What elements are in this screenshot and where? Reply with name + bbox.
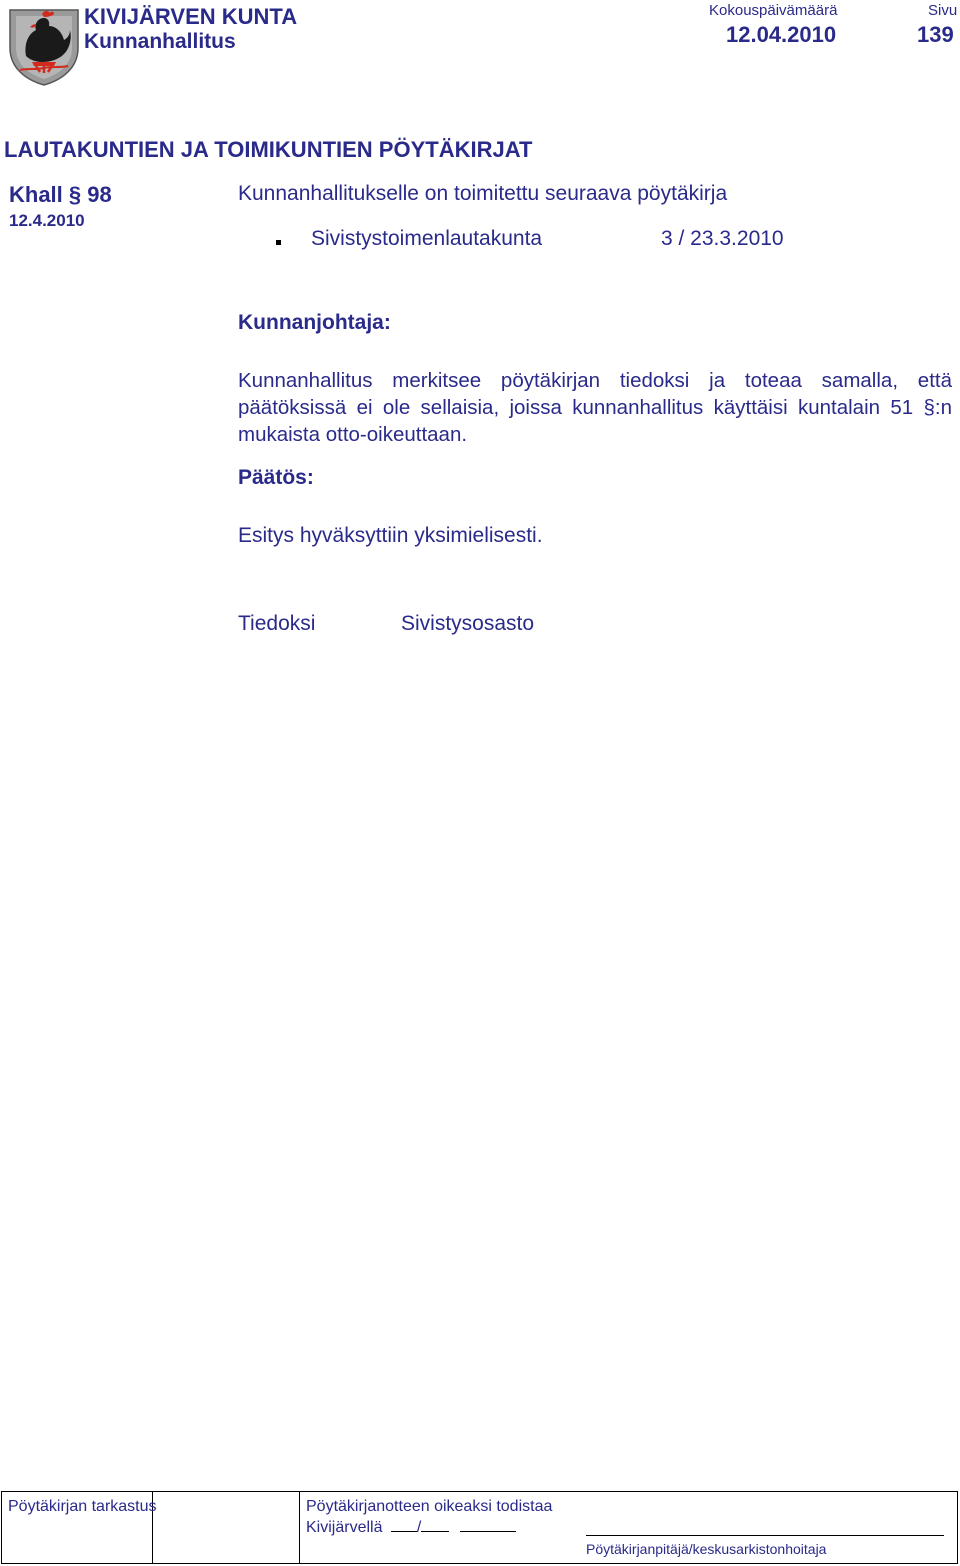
page-number: 139: [917, 22, 954, 47]
info-label: Tiedoksi: [238, 612, 316, 635]
section-title: LAUTAKUNTIEN JA TOIMIKUNTIEN PÖYTÄKIRJAT: [4, 137, 533, 162]
footer-month-line: [421, 1519, 449, 1532]
decision-heading: Päätös:: [238, 466, 314, 489]
footer-place: [306, 1519, 516, 1537]
page-label: Sivu: [928, 2, 958, 19]
meeting-date-value: 12.04.2010: [726, 22, 837, 47]
municipal-crest-logo: [6, 4, 82, 86]
proposal-text: Kunnanhallitus merkitsee pöytäkirjan tiedoksi ja toteaa samalla, että päätöksissä ei ole sellaisia, joissa kunnanhallitus käyttäisi kuntalain 51 §:n mukaista otto-oikeuttaan.: [238, 369, 952, 446]
footer-place-name: Kivijärvellä: [306, 1519, 383, 1536]
footer-certify-label: Pöytäkirjanotteen oikeaksi todistaa: [306, 1498, 553, 1515]
footer-year-line: [460, 1519, 516, 1532]
organization-body: Kunnanhallitus: [84, 30, 236, 53]
section-reference-date: 12.4.2010: [9, 211, 85, 230]
footer-date-separator: /: [416, 1519, 422, 1536]
footer-signature-line: [586, 1535, 944, 1536]
bullet-icon: [276, 240, 281, 245]
footer-signer-title: Pöytäkirjanpitäjä/keskusarkistonhoitaja: [586, 1541, 827, 1557]
list-item-name: Sivistystoimenlautakunta: [311, 227, 543, 250]
section-reference: Khall § 98: [9, 182, 112, 207]
proposal-heading: Kunnanjohtaja:: [238, 311, 391, 334]
list-item-number: 3 / 23.3.2010: [661, 227, 784, 250]
footer-review-label: Pöytäkirjan tarkastus: [8, 1498, 157, 1515]
footer-day-line: [391, 1519, 417, 1532]
decision-text: Esitys hyväksyttiin yksimielisesti.: [238, 524, 543, 547]
info-recipient: Sivistysosasto: [401, 612, 535, 635]
intro-text: Kunnanhallitukselle on toimitettu seuraava pöytäkirja: [238, 182, 728, 205]
meeting-date-label: Kokouspäivämäärä: [709, 2, 838, 19]
footer-signature-cell: [153, 1492, 300, 1563]
organization-name: KIVIJÄRVEN KUNTA: [84, 4, 298, 29]
